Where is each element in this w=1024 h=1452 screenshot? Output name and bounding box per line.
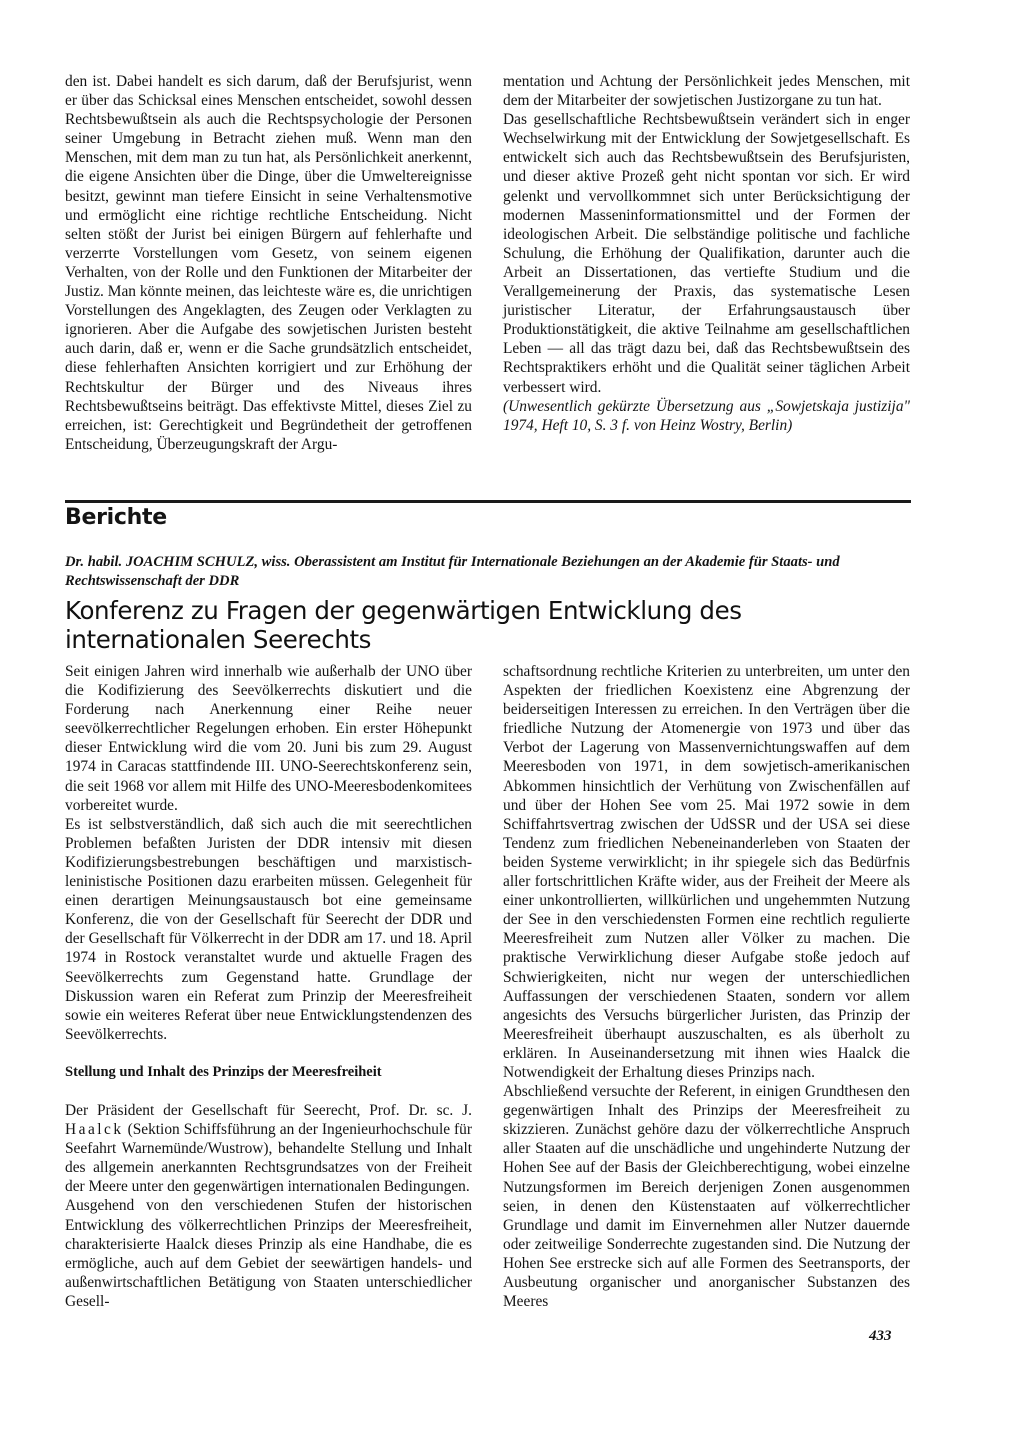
column-top-right [503,72,910,435]
paragraph: Ausgehend von den verschiedenen Stufen der historischen Entwicklung des völkerrechtlichen Prinzips der Meeresfreiheit, charakterisierte Haalck dieses Prinzip als eine Handhabe, die es ermögliche, auch auf dem Gebiet der seewärtigen handels- und außenwirtschaftlichen Betätigung von Staaten unterschiedlicher Gesell- [65,1197,472,1310]
paragraph [65,1101,472,1196]
citation: (Unwesentlich gekürzte Übersetzung aus „Sowjetskaja justizija" 1974, Heft 10, S. 3 f. von Heinz Wostry, Berlin) [503,397,910,434]
column-top-left [65,72,472,454]
article-title: Konferenz zu Fragen der gegenwärtigen Entwicklung des internationalen Seerechts [65,596,742,654]
text-run: (Sektion Schiffsführung an der Ingenieurhochschule für Seefahrt Warnemünde/Wustrow), behandelte Stellung und Inhalt des allgemein anerkannten Rechtsgrundsatzes von der Freiheit der Meere unter den gegenwärtigen internationalen Bedingungen. [65,1121,472,1196]
paragraph: mentation und Achtung der Persönlichkeit jedes Menschen, mit dem der Mitarbeiter der sowjetischen Justizorgane zu tun hat. [503,73,910,110]
author-line: Dr. habil. JOACHIM SCHULZ, wiss. Oberassistent am Institut für Internationale Beziehungen an der Akademie für Staats- und Rechtswissenschaft der DDR [65,554,840,589]
section-title: Berichte [65,505,167,530]
spacer [65,1044,472,1063]
paragraph: Abschließend versuchte der Referent, in einigen Grundthesen den gegenwärtigen Inhalt des Prinzips der Meeresfreiheit zu skizzieren. Zunächst gehöre dazu der völkerrechtliche Anspruch aller Staaten auf die unschädliche und ungehinderte Nutzung der Hohen See auf der Basis der Gleichberechtigung, wobei einzelne Nutzungsformen im Bereich derjenigen Zonen ausgenommen seien, in denen den Küstenstaaten auf völkerrechtlicher Grundlage und damit im Einvernehmen aller Nutzer dauernde oder zeitweilige Sonderrechte zugestanden sind. Die Nutzung der Hohen See erstrecke sich auf alle Formen des Seetransports, der Ausbeutung organischer und anorganischer Substanzen des Meeres [503,1083,910,1311]
paragraph: Es ist selbstverständlich, daß sich auch die mit seerechtlichen Problemen befaßten Juristen der DDR intensiv mit diesen Kodifizierungsbestrebungen beschäftigen und marxistisch-leninistische Positionen dazu erarbeiten müssen. Gelegenheit für einen derartigen Meinungsaustausch bot eine gemeinsame Konferenz, die von der Gesellschaft für Seerecht der DDR und der Gesellschaft für Völkerrecht in der DDR am 17. und 18. April 1974 in Rostock veranstaltet wurde und aktuelle Fragen des Seevölkerrechts zum Gegenstand hatte. Grundlage der Diskussion waren ein Referat zum Prinzip der Meeresfreiheit sowie ein weiteres Referat über neue Entwicklungstendenzen des Seevölkerrechts. [65,815,472,1043]
paragraph: den ist. Dabei handelt es sich darum, daß der Berufsjurist, wenn er über das Schicksal eines Menschen entscheidet, sowohl dessen Rechtsbewußtsein als auch die Rechtspsychologie der Personen seiner Umgebung in Betracht ziehen muß. Wenn man den Menschen, mit dem man zu tun hat, als Persönlichkeit anerkennt, die eigene Ansichten über die Dinge, über die Umweltereignisse besitzt, gewinnt man tiefere Einsicht in seine Verhaltensmotive und ermöglicht eine richtige rechtliche Entscheidung. Nicht selten stößt der Jurist bei einigen Bürgern auf fehlerhafte und verzerrte Vorstellungen vom Gesetz, von seinem eigenen Verhalten, von der Rolle und den Funktionen der Mitarbeiter der Justiz. Man könnte meinen, das leichteste wäre es, die unrichtigen Vorstellungen des Angeklagten, des Zeugen oder Verklagten zu ignorieren. Aber die Aufgabe des sowjetischen Juristen besteht auch darin, daß er, wenn er die Sache grundsätzlich entscheidet, diese fehlerhaften Ansichten korrigiert und zur Erhöhung der Rechtskultur der Bürger und des Niveaus ihres Rechtsbewußtseins beiträgt. Das effektivste Mittel, dieses Ziel zu erreichen, ist: Gerechtigkeit und Begründetheit der getroffenen Entscheidung, Überzeugungskraft der Argu- [65,73,472,453]
paragraph: Seit einigen Jahren wird innerhalb wie außerhalb der UNO über die Kodifizierung des Seevölkerrechts diskutiert und die Forderung nach Anerkennung einer Reihe neuer seevölkerrechtlicher Regelungen erhoben. Ein erster Höhepunkt dieser Entwicklung wird die vom 20. Juni bis zum 29. August 1974 in Caracas stattfindende III. UNO-Seerechtskonferenz sein, die seit 1968 vor allem mit Hilfe des UNO-Meeresbodenkomitees vorbereitet wurde. [65,663,472,814]
spaced-name: Haalck [65,1121,124,1139]
subheading: Stellung und Inhalt des Prinzips der Meeresfreiheit [65,1063,382,1080]
page-number: 433 [869,1328,892,1344]
column-bottom-right [503,662,910,1311]
paragraph: schaftsordnung rechtliche Kriterien zu unterbreiten, um unter den Aspekten der friedlichen Koexistenz eine Abgrenzung der beiderseitigen Interessen zu erreichen. In den Verträgen über die friedliche Nutzung der Atomenergie von 1973 und über das Verbot der Lagerung von Massenvernichtungswaffen auf dem Meeresboden von 1971, in dem sowjetisch-amerikanischen Abkommen hinsichtlich der Verhütung von Zwischenfällen auf und über der Hohen See vom 25. Mai 1972 sowie in dem Schiffahrtsvertrag zwischen der UdSSR und der USA sei diese Tendenz zum friedlichen Nebeneinanderleben von Staaten der beiden Systeme verwirklicht; in ihr spiegele sich das Bedürfnis aller fortschrittlichen Kräfte wider, aus der Freiheit der Meere als einer unkontrollierten, willkürlichen und ungehemmten Nutzung der See in den verschiedensten Formen eine rechtlich regulierte Meeresfreiheit zum Nutzen aller Völker zu machen. Die praktische Verwirklichung dieser Aufgabe stoße jedoch auf Schwierigkeiten, nicht nur wegen der unterschiedlichen Auffassungen der verschiedenen Staaten, sondern vor allem angesichts des Versuchs bürgerlicher Juristen, das Prinzip der Meeresfreiheit überhaupt auszuschalten, es als überholt zu erklären. In Auseinandersetzung mit ihnen wies Haalck die Notwendigkeit der Erhaltung dieses Prinzips nach. [503,663,910,1081]
text-run: Der Präsident der Gesellschaft für Seerecht, Prof. Dr. sc. J. [65,1101,472,1119]
column-bottom-left [65,662,472,1311]
section-divider [65,500,911,503]
spacer [65,1082,472,1101]
paragraph: Das gesellschaftliche Rechtsbewußtsein verändert sich in enger Wechselwirkung mit der Entwicklung der Sowjetgesellschaft. Es entwickelt sich auch das Rechtsbewußtsein des Berufsjuristen, und dieser aktive Prozeß geht nicht spontan vor sich. Er wird gelenkt und vervollkommnet sich unter Berücksichtigung der modernen Masseninformationsmittel und der Formen der ideologischen Arbeit. Die selbständige politische und fachliche Schulung, die Erhöhung der Qualifikation, darunter auch die Arbeit an Dissertationen, das vertiefte Studium und die Verallgemeinerung der Praxis, das systematische Lesen juristischer Literatur, der Erfahrungsaustausch über Produktionstätigkeit, die aktive Teilnahme am gesellschaftlichen Leben — all das trägt dazu bei, daß das Rechtsbewußtsein des Rechtspraktikers erhöht und die Qualität seiner täglichen Arbeit verbessert wird. [503,111,910,396]
